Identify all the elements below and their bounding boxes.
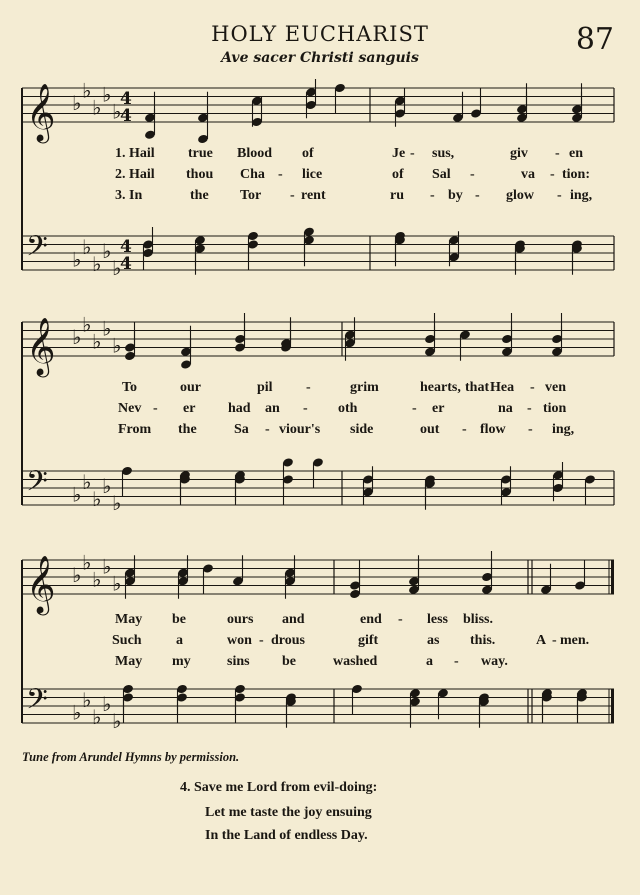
lyric-syllable: as — [427, 633, 440, 648]
flat-sign: ♭ — [72, 482, 82, 507]
lyric-syllable: ing, — [570, 188, 593, 203]
bass-clef: 𝄢 — [26, 683, 48, 723]
lyric-syllable: - — [412, 401, 417, 416]
final-barline — [611, 560, 614, 594]
lyric-syllable: na — [498, 401, 513, 416]
lyric-syllable: Sa — [234, 422, 249, 437]
lyric-syllable: thou — [186, 167, 214, 182]
lyric-syllable: 1. Hail — [115, 146, 155, 161]
flat-sign: ♭ — [112, 709, 122, 733]
lyric-syllable: by — [448, 188, 463, 203]
lyric-syllable: our — [180, 380, 201, 395]
lyric-syllable: - — [306, 380, 311, 395]
flat-sign: ♭ — [92, 251, 102, 276]
lyric-syllable: - — [552, 633, 557, 648]
lyric-syllable: - — [265, 422, 270, 437]
lyric-syllable: - — [153, 401, 158, 416]
time-signature-top: 4 — [120, 237, 132, 257]
lyric-syllable: men. — [560, 633, 590, 648]
lyric-syllable: hearts, — [420, 380, 461, 395]
flat-sign: ♭ — [102, 82, 112, 107]
lyric-syllable: drous — [271, 633, 305, 648]
flat-sign: ♭ — [82, 312, 92, 337]
verse4-line-2: Let me taste the joy ensuing — [205, 805, 372, 820]
lyric-syllable: - — [410, 146, 415, 161]
lyric-syllable: - — [475, 188, 480, 203]
lyric-syllable: - — [530, 380, 535, 395]
flat-sign: ♭ — [102, 316, 112, 341]
lyric-syllable: out — [420, 422, 440, 437]
lyric-syllable: a — [426, 654, 433, 669]
treble-clef: 𝄞 — [26, 317, 56, 375]
lyric-syllable: May — [115, 612, 143, 627]
lyric-syllable: - — [430, 188, 435, 203]
verse4-line-1: 4. Save me Lord from evil-doing: — [180, 780, 378, 795]
lyric-syllable: flow — [480, 422, 506, 437]
flat-sign: ♭ — [112, 99, 122, 124]
lyric-syllable: - — [550, 167, 555, 182]
lyric-syllable: - — [462, 422, 467, 437]
lyric-syllable: rent — [301, 188, 326, 203]
flat-sign: ♭ — [102, 692, 112, 716]
lyric-syllable: viour's — [279, 422, 321, 437]
flat-sign: ♭ — [72, 700, 82, 725]
lyric-syllable: Cha — [240, 167, 265, 182]
flat-sign: ♭ — [92, 704, 102, 729]
lyric-syllable: grim — [350, 380, 379, 395]
flat-sign: ♭ — [112, 571, 122, 596]
lyric-syllable: pil — [257, 380, 273, 395]
lyric-syllable: Nev — [118, 401, 142, 416]
lyric-syllable: glow — [506, 188, 534, 203]
lyric-syllable: - — [454, 654, 459, 669]
lyric-syllable: sus, — [432, 146, 455, 161]
treble-clef: 𝄞 — [26, 555, 56, 613]
lyric-syllable: ven — [545, 380, 566, 395]
flat-sign: ♭ — [82, 78, 92, 103]
lyric-syllable: Hea — [490, 380, 515, 395]
lyric-syllable: - — [303, 401, 308, 416]
lyric-syllable: ours — [227, 612, 254, 627]
lyric-syllable: side — [350, 422, 374, 437]
flat-sign: ♭ — [92, 95, 102, 120]
hymn-title: HOLY EUCHARIST — [211, 22, 429, 46]
lyric-syllable: had — [228, 401, 251, 416]
flat-sign: ♭ — [112, 491, 122, 515]
flat-sign: ♭ — [92, 567, 102, 592]
lyric-syllable: true — [188, 146, 213, 161]
lyric-syllable: won — [227, 633, 252, 648]
tune-credit: Tune from Arundel Hymns by permission. — [22, 750, 240, 764]
lyric-syllable: lice — [302, 167, 323, 182]
lyric-syllable: way. — [481, 654, 508, 669]
lyric-syllable: From — [118, 422, 152, 437]
flat-sign: ♭ — [72, 91, 82, 115]
lyric-syllable: this. — [470, 633, 496, 648]
flat-sign: ♭ — [92, 486, 102, 511]
lyric-syllable: gift — [358, 633, 379, 648]
lyric-syllable: - — [278, 167, 283, 182]
flat-sign: ♭ — [82, 550, 92, 575]
lyric-syllable: - — [470, 167, 475, 182]
lyric-syllable: - — [555, 146, 560, 161]
lyric-syllable: er — [183, 401, 196, 416]
flat-sign: ♭ — [82, 469, 92, 494]
flat-sign: ♭ — [112, 256, 122, 280]
flat-sign: ♭ — [112, 333, 122, 358]
lyric-syllable: less — [427, 612, 448, 627]
treble-clef: 𝄞 — [26, 83, 56, 141]
flat-sign: ♭ — [102, 474, 112, 498]
lyric-syllable: - — [259, 633, 264, 648]
lyric-syllable: 2. Hail — [115, 167, 155, 182]
lyric-syllable: the — [178, 422, 197, 437]
lyric-syllable: va — [521, 167, 535, 182]
lyric-syllable: - — [528, 422, 533, 437]
lyric-syllable: Tor — [240, 188, 262, 203]
lyric-syllable: - — [398, 612, 403, 627]
lyric-syllable: Such — [112, 633, 142, 648]
lyric-syllable: washed — [333, 654, 378, 669]
verse4-line-3: In the Land of endless Day. — [205, 828, 368, 843]
lyric-syllable: tion: — [562, 167, 590, 182]
lyric-syllable: giv — [510, 146, 528, 161]
lyric-syllable: 3. In — [115, 188, 143, 203]
lyric-syllable: May — [115, 654, 143, 669]
bass-clef: 𝄢 — [26, 465, 48, 505]
lyric-syllable: that — [465, 380, 490, 395]
flat-sign: ♭ — [82, 234, 92, 259]
lyric-syllable: tion — [543, 401, 567, 416]
lyric-syllable: be — [282, 654, 296, 669]
lyric-syllable: of — [392, 167, 404, 182]
flat-sign: ♭ — [82, 687, 92, 712]
lyric-syllable: a — [176, 633, 183, 648]
lyric-syllable: en — [569, 146, 583, 161]
lyric-syllable: the — [190, 188, 209, 203]
flat-sign: ♭ — [102, 239, 112, 263]
flat-sign: ♭ — [72, 325, 82, 349]
lyric-syllable: oth — [338, 401, 358, 416]
lyric-syllable: and — [282, 612, 305, 627]
bass-clef: 𝄢 — [26, 230, 48, 270]
lyric-syllable: Sal — [432, 167, 451, 182]
page-number: 87 — [575, 22, 614, 57]
lyric-syllable: of — [302, 146, 314, 161]
hymn-subtitle: Ave sacer Christi sanguis — [221, 50, 419, 66]
lyric-syllable: Je — [392, 146, 406, 161]
time-signature-top: 4 — [120, 89, 132, 109]
lyric-syllable: er — [432, 401, 445, 416]
lyric-syllable: end — [360, 612, 382, 627]
lyric-syllable: be — [172, 612, 186, 627]
flat-sign: ♭ — [72, 247, 82, 272]
flat-sign: ♭ — [92, 329, 102, 354]
lyric-syllable: A — [536, 633, 547, 648]
lyric-syllable: To — [122, 380, 138, 395]
lyric-syllable: - — [557, 188, 562, 203]
lyric-syllable: bliss. — [463, 612, 493, 627]
lyric-syllable: ru — [390, 188, 404, 203]
lyric-syllable: ing, — [552, 422, 575, 437]
lyric-syllable: - — [290, 188, 295, 203]
lyric-syllable: sins — [227, 654, 250, 669]
time-signature-bottom: 4 — [120, 254, 132, 274]
final-barline — [611, 689, 614, 723]
flat-sign: ♭ — [102, 554, 112, 579]
lyric-syllable: Blood — [237, 146, 273, 161]
lyric-syllable: my — [172, 654, 191, 669]
lyric-syllable: an — [265, 401, 280, 416]
lyric-syllable: - — [527, 401, 532, 416]
time-signature-bottom: 4 — [120, 106, 132, 126]
flat-sign: ♭ — [72, 563, 82, 587]
